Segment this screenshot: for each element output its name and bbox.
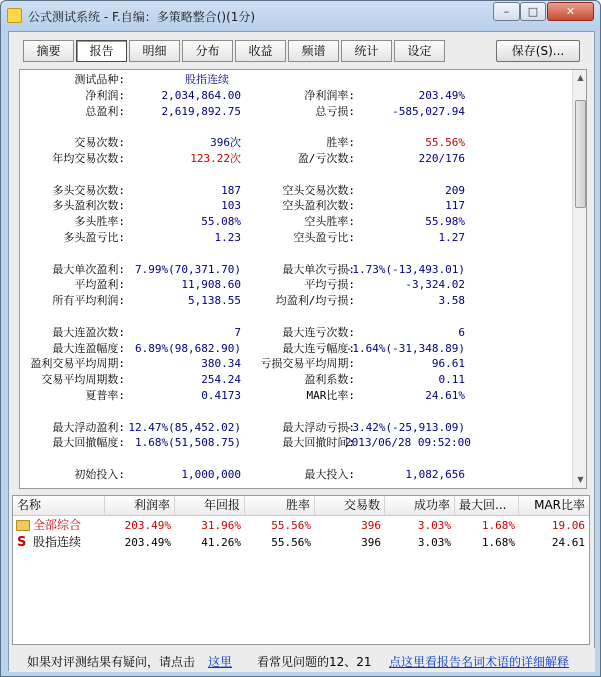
metric-label: 空头盈利次数: xyxy=(282,199,355,213)
strategy-icon: S xyxy=(17,535,27,550)
metric-label: 盈利系数: xyxy=(304,373,355,387)
metric-label: 净利润: xyxy=(85,88,125,102)
metric-value: 2,034,864.00 xyxy=(161,88,241,102)
report-row xyxy=(20,356,572,372)
status-middle: 看常见问题的12、21 xyxy=(257,655,372,669)
metric-value: 203.49% xyxy=(418,88,465,102)
report-row xyxy=(20,293,572,309)
tab-report[interactable]: 报告 xyxy=(76,40,127,62)
metric-label: 空头盈亏比: xyxy=(293,231,355,244)
metric-value: 96.61 xyxy=(431,357,465,371)
metric-value: 6.89%(98,682.90) xyxy=(135,341,241,355)
metric-value: 187 xyxy=(221,183,241,197)
metric-label: 平均亏损: xyxy=(304,278,355,292)
col-max-drawdown-header[interactable]: 最大回... xyxy=(455,496,519,515)
metric-label: 空头交易次数: xyxy=(282,183,355,197)
cell-profit-rate: 203.49% xyxy=(124,519,171,532)
report-row xyxy=(20,230,572,246)
metric-label: 最大回撤幅度: xyxy=(52,436,125,450)
report-row xyxy=(20,325,572,341)
metric-label: 所有平均利润: xyxy=(52,294,125,308)
tab-distribution[interactable]: 分布 xyxy=(182,40,233,62)
table-row[interactable] xyxy=(13,517,589,534)
metric-value: 396次 xyxy=(210,136,241,150)
report-row xyxy=(20,104,572,120)
metric-label: 平均盈利: xyxy=(74,278,125,292)
metric-label: 最大回撤时间: xyxy=(282,436,355,450)
cell-win-rate: 55.56% xyxy=(271,519,311,532)
cell-trades: 396 xyxy=(361,519,381,532)
report-scrollbar[interactable] xyxy=(572,70,587,488)
cell-success-rate: 3.03% xyxy=(417,519,451,532)
metric-label: 夏普率: xyxy=(85,389,125,402)
metric-value: 6 xyxy=(458,325,465,339)
metric-label: 最大投入: xyxy=(304,468,355,481)
table-header xyxy=(13,496,589,516)
tab-returns[interactable]: 收益 xyxy=(235,40,286,62)
metric-label: 交易次数: xyxy=(74,136,125,150)
cell-mar-ratio: 19.06 xyxy=(551,519,585,532)
metric-value: 1.68%(51,508.75) xyxy=(135,436,241,450)
title-bar[interactable] xyxy=(1,1,600,31)
cell-max-drawdown: 1.68% xyxy=(481,536,515,549)
metric-label: 最大浮动亏损: xyxy=(282,420,355,434)
report-row xyxy=(20,72,572,88)
metric-value: 1.23 xyxy=(214,231,241,244)
metric-label: 盈利交易平均周期: xyxy=(30,357,125,371)
metric-label: 最大浮动盈利: xyxy=(52,420,125,434)
tab-settings[interactable]: 设定 xyxy=(394,40,445,62)
tab-statistics[interactable]: 统计 xyxy=(341,40,392,62)
metric-label: 亏损交易平均周期: xyxy=(260,357,355,371)
metric-label: MAR比率: xyxy=(306,389,355,402)
metric-value: 123.22次 xyxy=(190,152,241,165)
report-row xyxy=(20,183,572,199)
metric-label: 多头盈亏比: xyxy=(63,231,125,244)
metric-label: 总亏损: xyxy=(315,104,355,118)
metric-value: 2013/06/28 09:52:00 xyxy=(345,436,471,450)
tab-spectrum[interactable]: 频谱 xyxy=(288,40,339,62)
metric-value: 220/176 xyxy=(418,152,465,165)
report-row xyxy=(20,309,572,325)
maximize-button[interactable]: □ xyxy=(520,2,546,21)
metric-label: 最大连亏幅度: xyxy=(282,341,355,355)
metric-value: -1.64%(-31,348.89) xyxy=(345,341,465,355)
metric-value: 55.08% xyxy=(201,215,241,229)
metric-value: 55.56% xyxy=(425,136,465,150)
metric-value: 1,000,000 xyxy=(181,468,241,481)
metric-value: 103 xyxy=(221,199,241,213)
scroll-up-icon[interactable]: ▲ xyxy=(577,73,584,82)
report-row xyxy=(20,388,572,404)
metric-label: 总盈利: xyxy=(85,104,125,118)
close-button[interactable]: ✕ xyxy=(547,2,594,21)
metric-value: 0.11 xyxy=(438,373,465,387)
report-row xyxy=(20,277,572,293)
metric-value: -585,027.94 xyxy=(392,104,465,118)
metric-value: 5,138.55 xyxy=(188,294,241,308)
report-row xyxy=(20,420,572,436)
cell-trades: 396 xyxy=(361,536,381,549)
report-row xyxy=(20,404,572,420)
report-row xyxy=(20,262,572,278)
metric-value: 254.24 xyxy=(201,373,241,387)
metric-label: 初始投入: xyxy=(74,468,125,481)
metric-label: 盈/亏次数: xyxy=(297,152,355,165)
status-bar xyxy=(9,648,595,672)
scroll-down-icon[interactable]: ▼ xyxy=(577,475,584,484)
metric-label: 多头胜率: xyxy=(74,215,125,229)
col-win-rate-header[interactable]: 胜率 xyxy=(245,496,315,515)
report-row xyxy=(20,135,572,151)
metric-value: -1.73%(-13,493.01) xyxy=(345,262,465,276)
cell-annual-return: 41.26% xyxy=(201,536,241,549)
tab-summary[interactable]: 摘要 xyxy=(23,40,74,62)
report-row xyxy=(20,435,572,451)
metric-value: 0.4173 xyxy=(201,389,241,402)
report-panel xyxy=(19,69,587,489)
report-row xyxy=(20,467,572,483)
report-row xyxy=(20,88,572,104)
cell-win-rate: 55.56% xyxy=(271,536,311,549)
faq-link[interactable]: 这里 xyxy=(208,655,233,669)
col-success-rate-header[interactable]: 成功率 xyxy=(385,496,455,515)
cell-max-drawdown: 1.68% xyxy=(481,519,515,532)
metric-value: 12.47%(85,452.02) xyxy=(128,420,241,434)
col-name-header[interactable]: 名称 xyxy=(13,496,105,515)
metric-value: 380.34 xyxy=(201,357,241,371)
metric-value: 117 xyxy=(445,199,465,213)
report-row xyxy=(20,119,572,135)
metric-value: 24.61% xyxy=(425,389,465,402)
report-text xyxy=(20,70,572,489)
save-button[interactable]: 保存(S)... xyxy=(496,40,580,62)
report-row xyxy=(20,341,572,357)
metric-value: -3.42%(-25,913.09) xyxy=(345,420,465,434)
cell-profit-rate: 203.49% xyxy=(124,536,171,549)
app-icon xyxy=(7,8,22,23)
metric-label: 最大连亏次数: xyxy=(282,325,355,339)
report-row xyxy=(20,451,572,467)
metric-value: 11,908.60 xyxy=(181,278,241,292)
minimize-button[interactable]: – xyxy=(493,2,520,21)
col-profit-rate-header[interactable]: 利润率 xyxy=(105,496,175,515)
metric-label: 测试品种: xyxy=(74,73,125,86)
metric-value: 2,619,892.75 xyxy=(161,104,241,118)
metric-label: 最大单次盈利: xyxy=(52,262,125,276)
metric-value: 55.98% xyxy=(425,215,465,229)
tab-details[interactable]: 明细 xyxy=(129,40,180,62)
metric-label: 最大连盈幅度: xyxy=(52,341,125,355)
tab-bar xyxy=(23,40,433,64)
col-mar-ratio-header[interactable]: MAR比率 xyxy=(534,498,585,512)
window-title: 公式测试系统 - F.自编：多策略整合()(1分) xyxy=(28,10,256,24)
report-row xyxy=(20,246,572,262)
metric-label: 空头胜率: xyxy=(304,215,355,229)
results-table xyxy=(12,495,590,645)
metric-label: 均盈利/均亏损: xyxy=(275,294,355,308)
glossary-link[interactable]: 点这里看报告名词术语的详细解释 xyxy=(389,655,570,669)
folder-icon xyxy=(16,520,30,531)
report-row xyxy=(20,372,572,388)
cell-success-rate: 3.03% xyxy=(417,536,451,549)
metric-value: 1.27 xyxy=(438,231,465,244)
metric-label: 最大单次亏损: xyxy=(282,262,355,276)
scroll-thumb[interactable] xyxy=(575,100,586,208)
metric-label: 年均交易次数: xyxy=(52,152,125,165)
status-prefix: 如果对评测结果有疑问，请点击 xyxy=(27,655,196,669)
cell-mar-ratio: 24.61 xyxy=(551,536,585,549)
metric-label: 多头盈利次数: xyxy=(52,199,125,213)
metric-label: 胜率: xyxy=(326,136,355,150)
col-annual-return-header[interactable]: 年回报 xyxy=(175,496,245,515)
col-trades-header[interactable]: 交易数 xyxy=(315,496,385,515)
metric-label: 净利润率: xyxy=(304,88,355,102)
metric-value: 209 xyxy=(445,183,465,197)
metric-label: 最大连盈次数: xyxy=(52,325,125,339)
metric-value: 1,082,656 xyxy=(405,468,465,481)
client-area xyxy=(8,31,595,671)
report-row xyxy=(20,167,572,183)
report-row xyxy=(20,198,572,214)
metric-label: 交易平均周期数: xyxy=(41,373,125,387)
metric-value: 7 xyxy=(234,325,241,339)
row-name: 股指连续 xyxy=(33,535,82,549)
metric-value: 3.58 xyxy=(438,294,465,308)
metric-value: 股指连续 xyxy=(185,73,229,86)
table-row[interactable] xyxy=(13,534,589,551)
report-row xyxy=(20,151,572,167)
cell-annual-return: 31.96% xyxy=(201,519,241,532)
report-row xyxy=(20,214,572,230)
metric-label: 多头交易次数: xyxy=(52,183,125,197)
row-name: 全部综合 xyxy=(33,518,82,532)
metric-value: 7.99%(70,371.70) xyxy=(135,262,241,276)
metric-value: -3,324.02 xyxy=(405,278,465,292)
